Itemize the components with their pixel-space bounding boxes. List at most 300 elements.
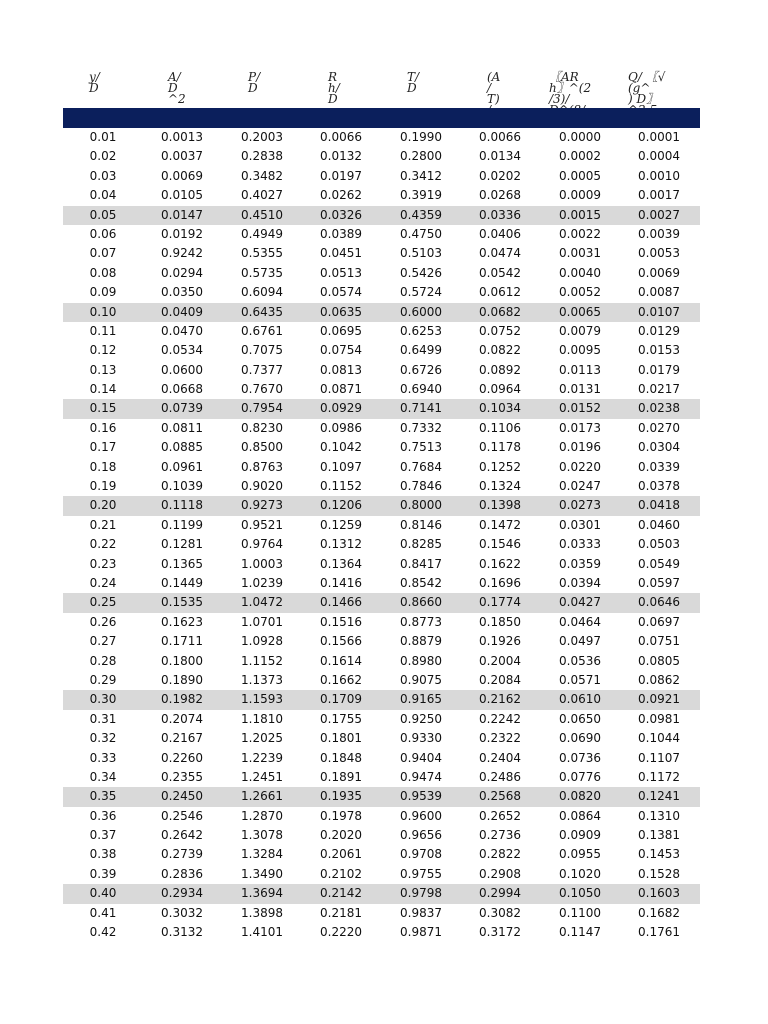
table-cell: 0.07 [89,246,117,261]
table-cell: 0.0682 [479,304,521,319]
table-row [63,128,700,147]
table-cell: 0.0052 [559,285,601,300]
table-cell: 0.08 [89,265,117,280]
table-cell: 0.0179 [638,362,680,377]
column-header-2: A/ D ^2 [168,70,186,106]
table-cell: 0.9250 [400,711,442,726]
table-row [63,477,700,496]
table-cell: 0.23 [89,556,117,571]
table-cell: 0.4510 [241,207,283,222]
table-cell: 0.0752 [479,323,521,338]
table-row [63,225,700,244]
table-cell: 0.0909 [559,828,601,843]
table-cell: 0.0333 [559,537,601,552]
table-cell: 0.9521 [241,517,283,532]
table-cell: 0.0000 [559,130,601,144]
table-cell: 0.2836 [161,866,203,881]
table-row [63,186,700,205]
table-cell: 0.3032 [161,905,203,920]
table-cell: 0.8660 [400,595,442,610]
table-cell: 0.0961 [161,459,203,474]
table-cell: 0.1398 [479,498,521,513]
table-row [63,496,700,515]
table-cell: 0.0536 [559,653,601,668]
table-cell: 0.1107 [638,750,680,765]
table-row [63,710,700,729]
table-cell: 0.2020 [320,828,362,843]
table-cell: 0.1935 [320,789,362,804]
table-cell: 0.0153 [638,343,680,358]
table-cell: 0.0921 [638,692,680,707]
table-cell: 0.35 [89,789,117,804]
table-cell: 0.1535 [161,595,203,610]
table-cell: 0.09 [89,285,117,300]
table-row [63,749,700,768]
table-cell: 0.0339 [638,459,680,474]
table-cell: 0.0105 [161,188,203,203]
table-row [63,904,700,923]
table-cell: 1.2239 [241,750,283,765]
table-cell: 0.0650 [559,711,601,726]
table-cell: 0.0811 [161,420,203,435]
table-cell: 0.0013 [161,130,203,144]
table-cell: 0.0304 [638,440,680,455]
table-cell: 0.3082 [479,905,521,920]
table-cell: 0.31 [89,711,117,726]
table-cell: 0.8417 [400,556,442,571]
table-cell: 0.1761 [638,925,680,940]
table-cell: 0.1364 [320,556,362,571]
table-cell: 0.1416 [320,575,362,590]
table-cell: 0.0197 [320,168,362,183]
table-cell: 0.2061 [320,847,362,862]
table-row [63,671,700,690]
table-cell: 0.0451 [320,246,362,261]
table-cell: 0.03 [89,168,117,183]
table-cell: 0.1516 [320,614,362,629]
table-row [63,826,700,845]
table-cell: 0.21 [89,517,117,532]
table-cell: 0.0885 [161,440,203,455]
table-cell: 0.0378 [638,479,680,494]
table-cell: 0.0326 [320,207,362,222]
table-cell: 0.14 [89,382,117,397]
table-cell: 0.0037 [161,149,203,164]
table-cell: 0.0776 [559,769,601,784]
table-row [63,516,700,535]
table-cell: 0.0053 [638,246,680,261]
table-cell: 0.7954 [241,401,283,416]
table-cell: 0.9165 [400,692,442,707]
table-cell: 0.2181 [320,905,362,920]
table-cell: 0.0192 [161,226,203,241]
table-cell: 0.1614 [320,653,362,668]
table-cell: 0.0549 [638,556,680,571]
table-cell: 1.1810 [241,711,283,726]
table-cell: 0.2003 [241,130,283,144]
table-cell: 1.3490 [241,866,283,881]
table-cell: 0.0503 [638,537,680,552]
table-cell: 0.0822 [479,343,521,358]
table-cell: 0.1199 [161,517,203,532]
table-cell: 0.9600 [400,808,442,823]
header-band [63,108,700,128]
table-cell: 0.0273 [559,498,601,513]
table-cell: 0.8980 [400,653,442,668]
table-cell: 0.0864 [559,808,601,823]
table-cell: 0.1990 [400,130,442,144]
table-cell: 0.1365 [161,556,203,571]
table-cell: 0.9656 [400,828,442,843]
table-cell: 0.1774 [479,595,521,610]
table-cell: 0.5355 [241,246,283,261]
table-cell: 0.0668 [161,382,203,397]
table-cell: 0.0001 [638,130,680,144]
table-cell: 0.1801 [320,731,362,746]
table-cell: 0.0612 [479,285,521,300]
table-cell: 0.1890 [161,672,203,687]
table-cell: 0.8500 [241,440,283,455]
table-cell: 0.0695 [320,323,362,338]
table-cell: 0.4949 [241,226,283,241]
table-cell: 0.04 [89,188,117,203]
table-row [63,923,700,942]
table-cell: 0.9242 [161,246,203,261]
table-cell: 0.1709 [320,692,362,707]
table-cell: 0.7846 [400,479,442,494]
table-cell: 0.1042 [320,440,362,455]
table-cell: 0.0202 [479,168,521,183]
table-row [63,303,700,322]
table-cell: 0.5735 [241,265,283,280]
table-cell: 0.8285 [400,537,442,552]
table-cell: 0.42 [89,925,117,940]
table-cell: 0.2102 [320,866,362,881]
table-cell: 0.1978 [320,808,362,823]
table-cell: 0.9330 [400,731,442,746]
table-cell: 1.1152 [241,653,283,668]
table-row [63,283,700,302]
table-row [63,613,700,632]
table-cell: 0.0389 [320,226,362,241]
table-cell: 0.0066 [320,130,362,144]
table-cell: 0.20 [89,498,117,513]
table-cell: 0.0754 [320,343,362,358]
table-cell: 0.7670 [241,382,283,397]
table-cell: 0.8000 [400,498,442,513]
table-cell: 0.0690 [559,731,601,746]
table-cell: 0.02 [89,149,117,164]
table-cell: 0.3172 [479,925,521,940]
table-cell: 0.0474 [479,246,521,261]
table-cell: 0.1034 [479,401,521,416]
table-cell: 0.05 [89,207,117,222]
table-cell: 0.0409 [161,304,203,319]
table-cell: 0.3482 [241,168,283,183]
table-cell: 0.1178 [479,440,521,455]
table-cell: 0.30 [89,692,117,707]
table-cell: 0.1241 [638,789,680,804]
table-cell: 1.2451 [241,769,283,784]
table-cell: 0.9764 [241,537,283,552]
table-cell: 0.1281 [161,537,203,552]
table-cell: 1.2025 [241,731,283,746]
table-cell: 0.1147 [559,925,601,940]
table-cell: 0.34 [89,769,117,784]
table-cell: 0.6094 [241,285,283,300]
table-cell: 0.1252 [479,459,521,474]
table-cell: 0.9020 [241,479,283,494]
table-cell: 0.1711 [161,634,203,649]
table-cell: 0.9273 [241,498,283,513]
table-cell: 0.0929 [320,401,362,416]
table-cell: 0.0986 [320,420,362,435]
table-cell: 0.41 [89,905,117,920]
table-cell: 0.2838 [241,149,283,164]
table-cell: 0.2084 [479,672,521,687]
table-cell: 1.0239 [241,575,283,590]
table-cell: 0.0464 [559,614,601,629]
table-cell: 0.2404 [479,750,521,765]
table-cell: 0.33 [89,750,117,765]
table-cell: 0.2934 [161,886,203,901]
table-cell: 0.0017 [638,188,680,203]
table-cell: 0.1106 [479,420,521,435]
table-cell: 0.7075 [241,343,283,358]
table-cell: 0.8146 [400,517,442,532]
table-cell: 0.06 [89,226,117,241]
table-cell: 0.1324 [479,479,521,494]
table-cell: 0.18 [89,459,117,474]
table-cell: 0.0113 [559,362,601,377]
table-cell: 0.0027 [638,207,680,222]
table-cell: 0.2736 [479,828,521,843]
table-cell: 0.1044 [638,731,680,746]
table-cell: 0.0087 [638,285,680,300]
table-cell: 1.2661 [241,789,283,804]
table-row [63,264,700,283]
table-row [63,884,700,903]
table-cell: 1.0472 [241,595,283,610]
table-cell: 0.27 [89,634,117,649]
table-cell: 1.0003 [241,556,283,571]
table-cell: 0.1259 [320,517,362,532]
table-cell: 0.2994 [479,886,521,901]
table-cell: 0.1100 [559,905,601,920]
table-cell: 0.0004 [638,149,680,164]
table-cell: 0.0294 [161,265,203,280]
table-cell: 0.9404 [400,750,442,765]
table-cell: 0.2167 [161,731,203,746]
table-cell: 0.0031 [559,246,601,261]
table-cell: 0.2450 [161,789,203,804]
table-cell: 0.2322 [479,731,521,746]
table-cell: 0.2486 [479,769,521,784]
table-cell: 0.7141 [400,401,442,416]
table-cell: 0.19 [89,479,117,494]
table-cell: 0.0066 [479,130,521,144]
table-cell: 0.0805 [638,653,680,668]
table-cell: 0.0751 [638,634,680,649]
table-cell: 0.1696 [479,575,521,590]
table-cell: 0.7377 [241,362,283,377]
table-cell: 0.0964 [479,382,521,397]
table-cell: 0.1172 [638,769,680,784]
table-cell: 0.0238 [638,401,680,416]
table-cell: 0.1755 [320,711,362,726]
table-cell: 0.39 [89,866,117,881]
table-cell: 0.9837 [400,905,442,920]
table-cell: 0.0597 [638,575,680,590]
table-cell: 0.0394 [559,575,601,590]
table-row [63,574,700,593]
table-cell: 0.0005 [559,168,601,183]
table-cell: 0.0739 [161,401,203,416]
table-cell: 1.1373 [241,672,283,687]
table-cell: 0.8542 [400,575,442,590]
table-row [63,535,700,554]
table-row [63,167,700,186]
table-cell: 0.32 [89,731,117,746]
table-row [63,419,700,438]
table-cell: 0.16 [89,420,117,435]
table-body [63,128,700,942]
table-cell: 0.1800 [161,653,203,668]
table-cell: 0.0262 [320,188,362,203]
table-cell: 0.1039 [161,479,203,494]
table-cell: 0.7513 [400,440,442,455]
table-cell: 0.3412 [400,168,442,183]
table-cell: 0.1982 [161,692,203,707]
table-cell: 0.0470 [161,323,203,338]
table-cell: 0.2568 [479,789,521,804]
table-cell: 0.0697 [638,614,680,629]
table-cell: 0.0069 [161,168,203,183]
table-cell: 0.0009 [559,188,601,203]
table-cell: 0.01 [89,130,117,144]
table-cell: 0.0981 [638,711,680,726]
table-cell: 0.38 [89,847,117,862]
table-cell: 0.0015 [559,207,601,222]
table-cell: 0.1466 [320,595,362,610]
table-cell: 1.3284 [241,847,283,862]
table-cell: 0.11 [89,323,117,338]
table-cell: 0.0350 [161,285,203,300]
table-cell: 1.1593 [241,692,283,707]
table-row [63,632,700,651]
table-row [63,787,700,806]
table-cell: 0.1449 [161,575,203,590]
table-cell: 0.4027 [241,188,283,203]
table-cell: 0.0129 [638,323,680,338]
table-row [63,768,700,787]
table-row [63,729,700,748]
table-cell: 0.2004 [479,653,521,668]
table-cell: 0.36 [89,808,117,823]
table-cell: 0.2162 [479,692,521,707]
table-cell: 0.9798 [400,886,442,901]
table-cell: 0.2739 [161,847,203,862]
table-cell: 0.1050 [559,886,601,901]
table-cell: 0.0635 [320,304,362,319]
table-cell: 0.26 [89,614,117,629]
table-cell: 0.0131 [559,382,601,397]
table-cell: 0.9871 [400,925,442,940]
table-cell: 0.24 [89,575,117,590]
table-cell: 0.0301 [559,517,601,532]
column-header-8: Q/ 〖√ (g^ ) D〗 [628,70,666,106]
table-cell: 0.1206 [320,498,362,513]
table-cell: 0.17 [89,440,117,455]
table-cell: 0.29 [89,672,117,687]
table-cell: 0.2074 [161,711,203,726]
table-cell: 0.1097 [320,459,362,474]
table-cell: 0.0095 [559,343,601,358]
table-row [63,593,700,612]
table-cell: 0.9708 [400,847,442,862]
table-cell: 0.28 [89,653,117,668]
table-cell: 0.0268 [479,188,521,203]
table-cell: 0.1850 [479,614,521,629]
table-row [63,865,700,884]
table-cell: 0.0196 [559,440,601,455]
table-row [63,652,700,671]
table-cell: 0.2142 [320,886,362,901]
table-cell: 0.6726 [400,362,442,377]
column-header-3: P/ D [248,70,261,95]
table-row [63,380,700,399]
table-cell: 0.2822 [479,847,521,862]
table-cell: 0.2260 [161,750,203,765]
table-cell: 0.7684 [400,459,442,474]
table-cell: 0.8230 [241,420,283,435]
table-cell: 0.0513 [320,265,362,280]
table-cell: 0.1891 [320,769,362,784]
table-cell: 0.0610 [559,692,601,707]
table-cell: 0.22 [89,537,117,552]
table-cell: 0.0217 [638,382,680,397]
table-cell: 0.6253 [400,323,442,338]
table-cell: 0.4750 [400,226,442,241]
table-row [63,147,700,166]
column-header-5: T/ D [407,70,420,95]
table-cell: 0.1622 [479,556,521,571]
table-cell: 0.2800 [400,149,442,164]
table-cell: 0.0039 [638,226,680,241]
table-cell: 0.4359 [400,207,442,222]
table-row [63,845,700,864]
table-cell: 0.6499 [400,343,442,358]
table-cell: 0.1453 [638,847,680,862]
table-cell: 0.0079 [559,323,601,338]
table-cell: 0.1662 [320,672,362,687]
table-cell: 0.1926 [479,634,521,649]
table-cell: 0.0132 [320,149,362,164]
table-cell: 0.1472 [479,517,521,532]
column-header-1: y/ D [89,70,100,95]
table-cell: 0.0736 [559,750,601,765]
table-cell: 0.10 [89,304,117,319]
table-cell: 0.0406 [479,226,521,241]
table-cell: 0.0002 [559,149,601,164]
table-cell: 0.9474 [400,769,442,784]
table-cell: 0.0871 [320,382,362,397]
table-cell: 0.0270 [638,420,680,435]
table-cell: 0.0497 [559,634,601,649]
table-cell: 1.3898 [241,905,283,920]
table-cell: 0.5103 [400,246,442,261]
table-cell: 0.0220 [559,459,601,474]
